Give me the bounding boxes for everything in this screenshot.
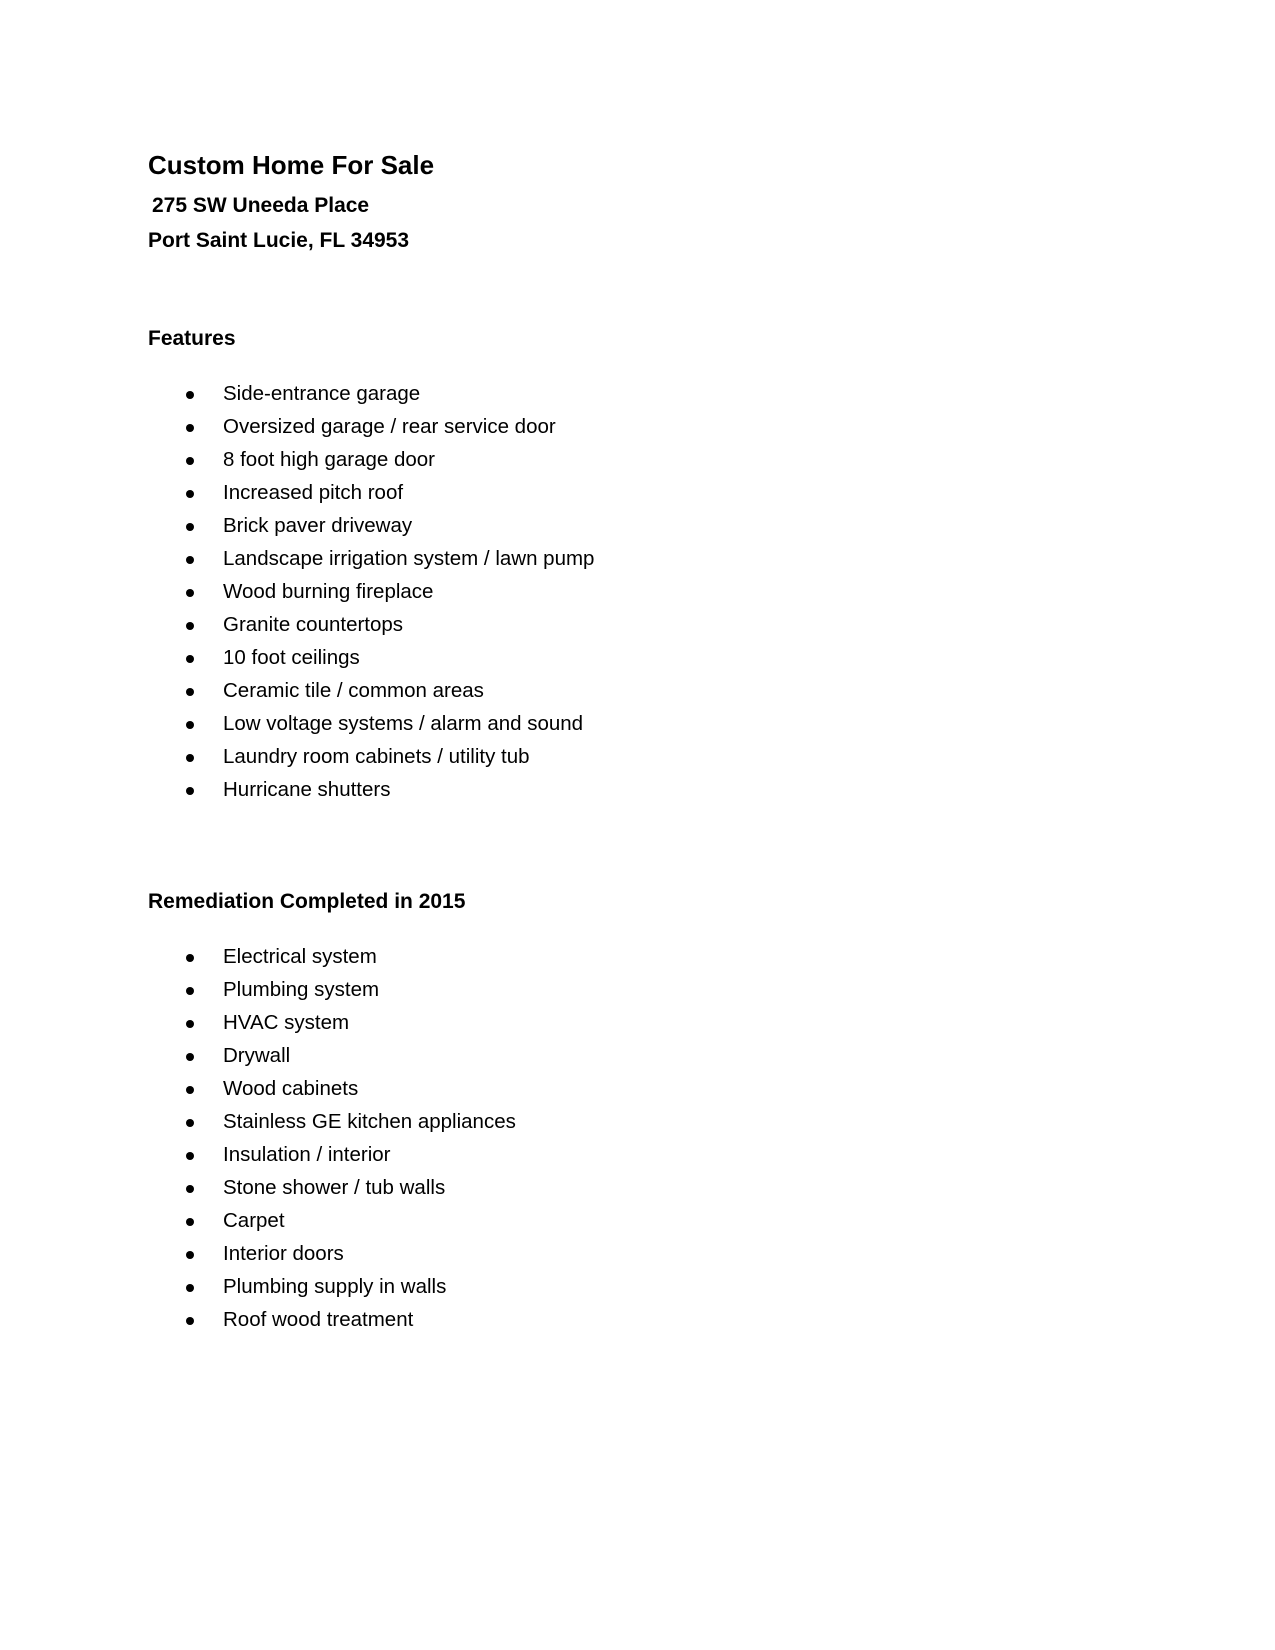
list-item [0, 1308, 516, 1341]
list-item-text: Stone shower / tub walls [223, 1176, 446, 1199]
address-street: 275 SW Uneeda Place [152, 194, 370, 217]
list-item-text: Plumbing supply in walls [223, 1275, 447, 1298]
list-item [0, 1044, 516, 1077]
bullet-icon [186, 754, 194, 762]
list-item [0, 1077, 516, 1110]
bullet-icon [186, 490, 194, 498]
list-item [0, 580, 594, 613]
list-item-text: Low voltage systems / alarm and sound [223, 712, 584, 735]
list-item [0, 778, 594, 811]
address-city-state-zip: Port Saint Lucie, FL 34953 [148, 229, 410, 252]
list-item-text: Landscape irrigation system / lawn pump [223, 547, 595, 570]
bullet-icon [186, 1218, 194, 1226]
bullet-icon [186, 1152, 194, 1160]
list-item [0, 679, 594, 712]
list-item [0, 448, 594, 481]
bullet-icon [186, 1086, 194, 1094]
list-item-text: Granite countertops [223, 613, 404, 636]
bullet-icon [186, 457, 194, 465]
list-item-text: 8 foot high garage door [223, 448, 435, 471]
list-item [0, 514, 594, 547]
list-item-text: Ceramic tile / common areas [223, 679, 484, 702]
bullet-icon [186, 523, 194, 531]
list-item-text: 10 foot ceilings [223, 646, 360, 669]
page-title: Custom Home For Sale [148, 150, 435, 180]
bullet-icon [186, 622, 194, 630]
list-item-text: Stainless GE kitchen appliances [223, 1110, 516, 1133]
list-item-text: Hurricane shutters [223, 778, 391, 801]
bullet-icon [186, 688, 194, 696]
bullet-icon [186, 1251, 194, 1259]
bullet-icon [186, 954, 194, 962]
list-item-text: Roof wood treatment [223, 1308, 414, 1331]
bullet-icon [186, 1284, 194, 1292]
features-list [0, 382, 594, 811]
list-item [0, 1242, 516, 1275]
list-item-text: Carpet [223, 1209, 285, 1232]
list-item-text: Electrical system [223, 945, 377, 968]
list-item-text: Interior doors [223, 1242, 344, 1265]
bullet-icon [186, 987, 194, 995]
list-item [0, 382, 594, 415]
list-item [0, 613, 594, 646]
remediation-heading: Remediation Completed in 2015 [148, 890, 466, 913]
remediation-list [0, 945, 516, 1341]
list-item-text: Side-entrance garage [223, 382, 421, 405]
list-item-text: Oversized garage / rear service door [223, 415, 556, 438]
bullet-icon [186, 1317, 194, 1325]
list-item [0, 1176, 516, 1209]
bullet-icon [186, 1119, 194, 1127]
list-item [0, 745, 594, 778]
bullet-icon [186, 1053, 194, 1061]
bullet-icon [186, 556, 194, 564]
list-item-text: Brick paver driveway [223, 514, 413, 537]
bullet-icon [186, 655, 194, 663]
bullet-icon [186, 589, 194, 597]
features-heading: Features [148, 327, 236, 350]
list-item [0, 481, 594, 514]
list-item-text: Increased pitch roof [223, 481, 404, 504]
list-item [0, 646, 594, 679]
list-item [0, 547, 594, 580]
bullet-icon [186, 787, 194, 795]
list-item-text: Plumbing system [223, 978, 380, 1001]
list-item [0, 978, 516, 1011]
list-item-text: Wood burning fireplace [223, 580, 434, 603]
bullet-icon [186, 1020, 194, 1028]
list-item-text: Laundry room cabinets / utility tub [223, 745, 530, 768]
list-item-text: Insulation / interior [223, 1143, 391, 1166]
list-item [0, 945, 516, 978]
list-item-text: HVAC system [223, 1011, 350, 1034]
bullet-icon [186, 424, 194, 432]
list-item [0, 415, 594, 448]
list-item-text: Drywall [223, 1044, 291, 1067]
list-item [0, 1143, 516, 1176]
list-item-text: Wood cabinets [223, 1077, 359, 1100]
bullet-icon [186, 721, 194, 729]
bullet-icon [186, 391, 194, 399]
list-item [0, 1011, 516, 1044]
list-item [0, 1275, 516, 1308]
bullet-icon [186, 1185, 194, 1193]
list-item [0, 712, 594, 745]
list-item [0, 1110, 516, 1143]
list-item [0, 1209, 516, 1242]
